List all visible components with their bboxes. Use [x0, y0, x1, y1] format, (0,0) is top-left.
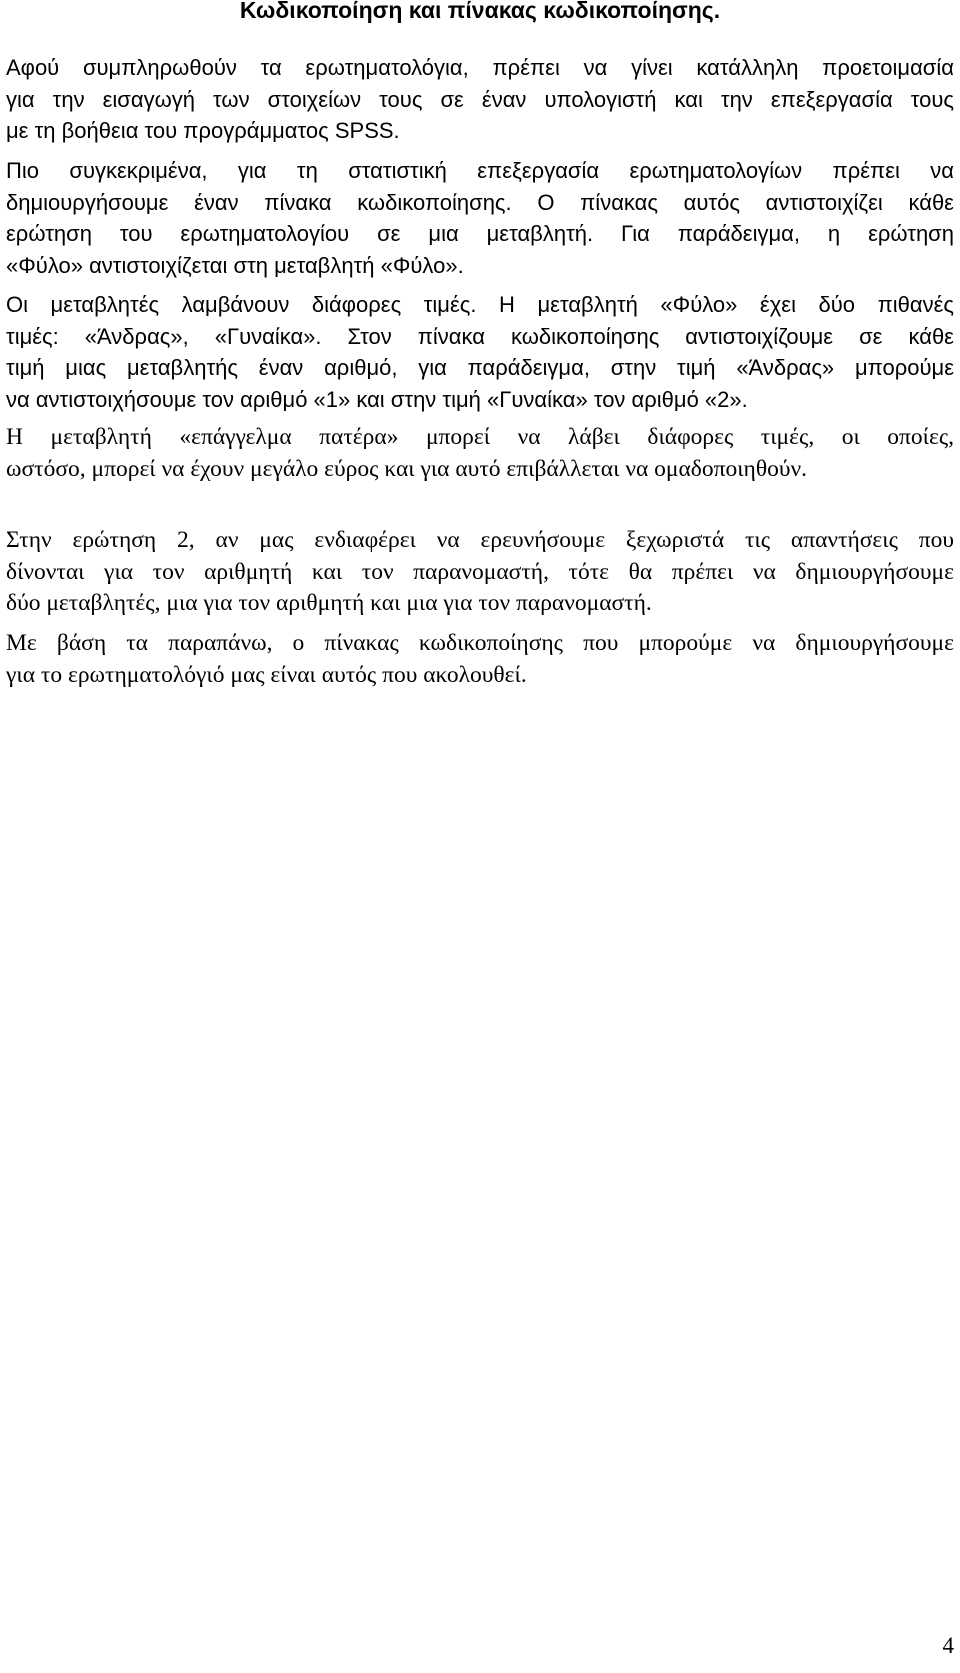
paragraph-line: για το ερωτηματολόγιό μας είναι αυτός που ακολουθεί. — [6, 661, 527, 688]
paragraph-line: Αφού συμπληρωθούν τα ερωτηματολόγια, πρέπει να γίνει κατάλληλη προετοιμασία — [6, 55, 954, 80]
paragraph-coding-table — [6, 155, 954, 281]
paragraph-father-occupation — [6, 422, 954, 485]
paragraph-line: με τη βοήθεια του προγράμματος SPSS. — [6, 118, 400, 143]
paragraph-line: «Φύλο» αντιστοιχίζεται στη μεταβλητή «Φύλο». — [6, 252, 464, 278]
page-title: Κωδικοποίηση και πίνακας κωδικοποίησης. — [239, 0, 721, 23]
paragraph-data-preparation — [6, 52, 954, 147]
paragraph-line: ωστόσο, μπορεί να έχουν μεγάλο εύρος και για αυτό επιβάλλεται να ομαδοποιηθούν. — [6, 455, 807, 482]
paragraph-line: δίνονται για τον αριθμητή και τον παρανομαστή, τότε θα πρέπει να δημιουργήσουμε — [6, 558, 954, 585]
paragraph-line: Στην ερώτηση 2, αν μας ενδιαφέρει να ερευνήσουμε ξεχωριστά τις απαντήσεις που — [6, 527, 954, 553]
paragraph-line: για την εισαγωγή των στοιχείων τους σε έναν υπολογιστή και την επεξεργασία τους — [6, 86, 954, 112]
paragraph-line: Με βάση τα παραπάνω, ο πίνακας κωδικοποίησης που μπορούμε να δημιουργήσουμε — [6, 630, 954, 656]
paragraph-line: τιμή μιας μεταβλητής έναν αριθμό, για παράδειγμα, στην τιμή «Άνδρας» μπορούμε — [6, 355, 954, 380]
paragraph-conclusion — [6, 628, 954, 691]
page-number: 4 — [942, 1633, 954, 1658]
paragraph-line: Η μεταβλητή «επάγγελμα πατέρα» μπορεί να λάβει διάφορες τιμές, οι οποίες, — [6, 424, 954, 450]
paragraph-line: να αντιστοιχήσουμε τον αριθμό «1» και στην τιμή «Γυναίκα» τον αριθμό «2». — [6, 386, 748, 412]
paragraph-line: δημιουργήσουμε έναν πίνακα κωδικοποίησης. Ο πίνακας αυτός αντιστοιχίζει κάθε — [6, 189, 954, 215]
paragraph-variable-values — [6, 289, 954, 415]
paragraph-line: ερώτηση του ερωτηματολογίου σε μια μεταβλητή. Για παράδειγμα, η ερώτηση — [6, 221, 954, 246]
paragraph-line: Οι μεταβλητές λαμβάνουν διάφορες τιμές. Η μεταβλητή «Φύλο» έχει δύο πιθανές — [6, 292, 954, 317]
paragraph-question-two — [6, 525, 954, 620]
paragraph-line: Πιο συγκεκριμένα, για τη στατιστική επεξεργασία ερωτηματολογίων πρέπει να — [6, 158, 954, 183]
paragraph-line: δύο μεταβλητές, μια για τον αριθμητή και μια για τον παρανομαστή. — [6, 590, 652, 616]
paragraph-line: τιμές: «Άνδρας», «Γυναίκα». Στον πίνακα κωδικοποίησης αντιστοιχίζουμε σε κάθε — [6, 323, 954, 349]
